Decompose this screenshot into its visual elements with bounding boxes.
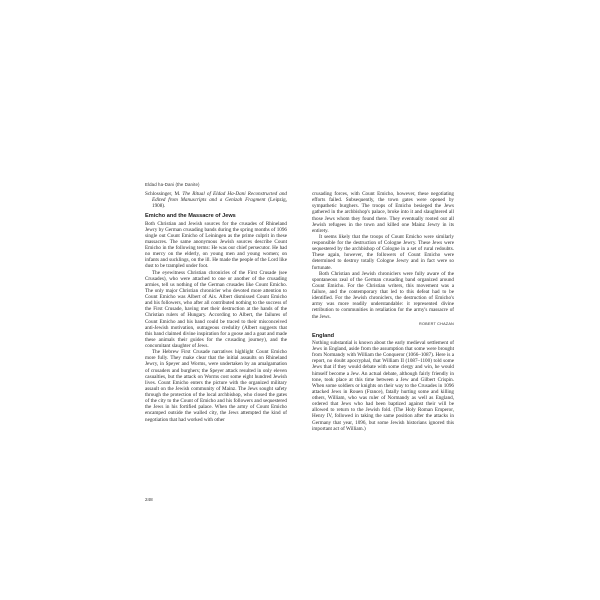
section-heading-england: England (312, 332, 335, 339)
reference-title: The Ritual of Eldad Ha-Dani Reconstructed and Edited from Manuscripts and a Genizah Fragment (152, 191, 287, 204)
left-column (145, 191, 287, 423)
running-head: Eldad ha-Dani (the Danite) (145, 182, 200, 187)
page-number: 248 (145, 497, 153, 502)
paragraph: The eyewitness Christian chronicles of the First Crusade (see Crusades), who were attached to one or another of the crusading armies, tell us nothing of the German crusades like Count Emicho. The only major Christian chronicler who devoted more attention to Count Emicho was Albert of Aix. Albert dismissed Count Emicho and his followers, who after all contributed nothing to the success of the First Crusade, having met their destruction at the hands of the Christian rulers of Hungary. According to Albert, the failures of Count Emicho and his band could be traced to their misconceived anti-Jewish motivation, outrageous credulity (Albert suggests that this band claimed divine inspiration for a goose and a goat and made these animals their guides for the crusading journey), and the concomitant slaughter of Jews. (145, 269, 287, 349)
paragraph: Nothing substantial is known about the early medieval settlement of Jews in England, aside from the assumption that some were brought from Normandy with William the Conqueror (1066–1087). Here is a report, no doubt apocryphal, that William II (1087–1100) told some Jews that if they would debate with some clergy and win, he would himself become a Jew. An actual debate, although fairly friendly in tone, took place at this time between a Jew and Gilbert Crispin. When some soldiers or knights on their way to the Crusades in 1096 attacked Jews in Rouen (France), fatally hurting some and killing others, William, who was ruler of Normandy as well as England, ordered that Jews who had been baptized against their will be allowed to return to the Jewish fold. (The Holy Roman Emperor, Henry IV, followed in taking the same position after the attacks in Germany that year, 1096, but some Jewish historians ignored this important act of William.) (312, 339, 454, 432)
right-column (312, 191, 454, 432)
reference-author: Schlossinger, M. (145, 191, 183, 197)
paragraph: Both Christian and Jewish sources for the crusades of Rhineland Jewry by German crusading bands during the spring months of 1096 single out Count Emicho of Leiningen as the prime culprit in these massacres. The same anonymous Jewish sources describe Count Emicho in the following terms: He was our chief persecutor. He had no mercy on the elderly, on young men and young women; on infants and sucklings, on the ill. He made the people of the Lord like dust to be trampled under foot. (145, 220, 287, 270)
paragraph: The Hebrew First Crusade narratives highlight Count Emicho more fully. They make clear that the initial assaults on Rhineland Jewry, in Speyer and Worms, were undertaken by an amalgamation of crusaders and burghers; the Speyer attack resulted in only eleven casualties, but the attack on Worms cost some eight hundred Jewish lives. Count Emicho enters the picture with the organized military assault on the Jewish community of Mainz. The Jews sought safety through the protection of the local archbishop, who closed the gates of the city to the Count of Emicho and his followers and sequestered the Jews in his fortified palace. When the army of Count Emicho encamped outside the walled city, the Jews attempted the kind of negotiation that had worked with other (145, 349, 287, 423)
author-signature: ROBERT CHAZAN (419, 321, 454, 326)
paragraph: Both Christian and Jewish chroniclers were fully aware of the spontaneous zeal of the German crusading band organized around Count Emicho. For the Christian writers, this movement was a failure, and the contemporary that led to this defeat had to be identified. For the Jewish chroniclers, the destruction of Emicho's army was more readily understandable: it represented divine retribution to communities in retaliation for the army's massacre of the Jews. (312, 270, 454, 320)
paragraph: It seems likely that the troops of Count Emicho were similarly responsible for the destruction of Cologne Jewry. These Jews were sequestered by the archbishop of Cologne in a set of rural redoubts. These again, however, the followers of Count Emicho were determined to destroy totally Cologne Jewry and in fact were so fortunate. (312, 233, 454, 271)
section-heading-emicho: Emicho and the Massacre of Jews (145, 213, 236, 220)
paragraph: crusading forces, with Count Emicho, however, these negotiating efforts failed. Subsequently, the town gates were opened by sympathetic burghers. The troops of Emicho besieged the Jews gathered in the archbishop's palace, broke into it and slaughtered all those Jews whom they found there. They eventually rooted out all Jewish refugees in the town and killed one Mainz Jewry in its entirety. (312, 191, 454, 234)
bibliography-reference (145, 191, 287, 209)
reference-tail: (Leipzig, 1908). (152, 197, 288, 210)
